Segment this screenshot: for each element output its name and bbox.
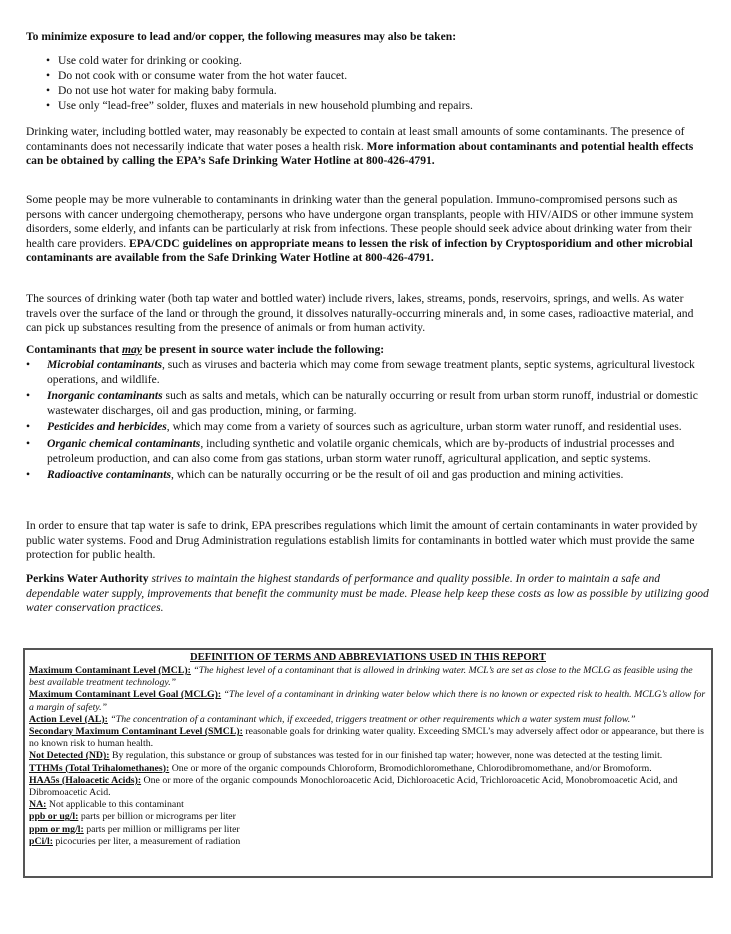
heading-text: Contaminants that <box>26 343 122 356</box>
lead-copper-tips-list <box>26 53 711 113</box>
contaminant-text: , such as viruses and bacteria which may come from sewage treatment plants, septic systems, agricultural livestock operations, and wildlife. <box>47 358 695 386</box>
definitions-box <box>23 648 713 878</box>
definitions-title: DEFINITION OF TERMS AND ABBREVIATIONS USED IN THIS REPORT <box>190 652 546 663</box>
list-item <box>26 468 711 483</box>
definition-item <box>29 824 707 836</box>
contaminant-term: Microbial contaminants <box>47 358 162 371</box>
definition-item <box>29 775 707 799</box>
contaminants-heading <box>26 343 711 358</box>
bullet-icon: • <box>46 84 51 97</box>
definition-term: Maximum Contaminant Level (MCL): <box>29 665 191 676</box>
contaminant-term: Inorganic contaminants <box>47 389 163 403</box>
bullet-icon: • <box>26 436 31 450</box>
definition-term: TTHMs (Total Trihalomethanes): <box>29 762 170 774</box>
list-item <box>26 437 711 466</box>
definition-term: HAA5s (Haloacetic Acids): <box>29 774 142 786</box>
definition-item <box>29 763 707 775</box>
list-item <box>26 420 711 435</box>
definition-text: reasonable goals for drinking water quality. Exceeding SMCL’s may adversely affect odor or appearance, but there is no known risk to human health. <box>29 726 704 750</box>
definition-term: ppm or mg/l: <box>29 823 84 835</box>
contaminant-text: such as salts and metals, which can be naturally occurring or result from urban storm runoff, industrial or domestic wastewater discharges, oil and gas production, mining, or farming. <box>47 389 698 417</box>
list-item <box>26 98 711 113</box>
heading-text: be present in source water include the following: <box>141 343 385 356</box>
definition-term: Not Detected (ND): <box>29 750 110 762</box>
definition-text: picocuries per liter, a measurement of radiation <box>52 835 241 847</box>
authority-statement: strives to maintain the highest standards of performance and quality possible. In order to maintain a safe and dependable water supply, improvements that benefit the community must be made. Please help keep these costs as low as possible by utilizing good water conservation practices. <box>26 572 709 615</box>
contaminant-text: , which can be naturally occurring or be the result of oil and gas production and mining activities. <box>171 468 624 482</box>
definition-text: parts per billion or micrograms per liter <box>78 811 236 823</box>
bullet-icon: • <box>46 69 51 82</box>
list-item <box>26 358 711 387</box>
definition-text: “The highest level of a contaminant that is allowed in drinking water. MCL’s are set as close to the MCLG as feasible using the best available treatment technology.” <box>29 665 693 689</box>
definition-text: parts per million or milligrams per liter <box>83 823 240 835</box>
paragraph-text: Drinking water, including bottled water, may reasonably be expected to contain at least small amounts of some contaminants. The presence of contaminants does not necessarily indicate that water poses a health risk. <box>26 125 685 153</box>
tip-text: Do not cook with or consume water from the hot water faucet. <box>58 69 348 82</box>
definition-term: Secondary Maximum Contaminant Level (SMCL): <box>29 726 243 738</box>
list-item <box>26 389 711 418</box>
definition-item <box>29 799 707 811</box>
contaminant-term: Pesticides and herbicides <box>47 420 167 434</box>
definition-term: NA: <box>29 799 47 811</box>
definition-text: “The concentration of a contaminant which, if exceeded, triggers treatment or other requirements which a water system must follow.” <box>107 713 636 725</box>
contaminants-list <box>26 358 711 485</box>
definition-item <box>29 726 707 750</box>
list-item <box>26 68 711 83</box>
bullet-icon: • <box>26 358 31 371</box>
heading-emphasis: may <box>121 343 142 356</box>
bullet-icon: • <box>26 468 31 482</box>
hotline-info: More information about contaminants and potential health effects can be obtained by calling the EPA’s Safe Drinking Water Hotline at 800-426-4791. <box>26 139 694 168</box>
regulations-paragraph: In order to ensure that tap water is safe to drink, EPA prescribes regulations which limit the amount of certain contaminants in water provided by public water systems. Food and Drug Administration regulations establish limits for contaminants in bottled water which must provide the same protection for public health. <box>26 519 698 562</box>
tip-text: Use only “lead-free” solder, fluxes and materials in new household plumbing and repairs. <box>58 99 473 112</box>
definition-item <box>29 665 707 689</box>
bottled-water-paragraph <box>26 125 711 169</box>
definition-text: Not applicable to this contaminant <box>46 799 184 811</box>
definition-term: Action Level (AL): <box>29 713 108 725</box>
definition-item <box>29 714 707 726</box>
definition-item <box>29 750 707 762</box>
bullet-icon: • <box>26 420 31 434</box>
definition-term: ppb or ug/l: <box>29 811 79 823</box>
contaminant-term: Organic chemical contaminants <box>47 436 201 450</box>
tip-text: Do not use hot water for making baby formula. <box>58 84 277 97</box>
definition-item <box>29 689 707 713</box>
water-sources-paragraph: The sources of drinking water (both tap water and bottled water) include rivers, lakes, streams, ponds, reservoirs, springs, and wells. As water travels over the surface of the land or through the ground, it dissolves naturally-occurring minerals and, in some cases, radioactive material, and can pick up substances resulting from the presence of animals or from human activity. <box>26 292 694 335</box>
list-item <box>26 53 711 68</box>
definition-text: One or more of the organic compounds Chloroform, Bromodichloromethane, Chlorodibromomethane, and/or Bromoform. <box>169 762 652 774</box>
bullet-icon: • <box>26 389 31 403</box>
contaminant-text: , including synthetic and volatile organic chemicals, which are by-products of industrial processes and petroleum production, and can also come from gas stations, urban storm water runoff, agricultural application, and septic systems. <box>47 436 675 465</box>
tip-text: Use cold water for drinking or cooking. <box>58 54 242 67</box>
definition-item <box>29 811 707 823</box>
water-authority-paragraph <box>26 572 711 616</box>
definition-term: pCi/l: <box>29 835 53 847</box>
definition-text: One or more of the organic compounds Monochloroacetic Acid, Dichloroacetic Acid, Trichloroacetic Acid, Monobromoacetic Acid, and Dibromoacetic Acid. <box>29 774 678 799</box>
epa-cdc-guidelines: EPA/CDC guidelines on appropriate means to lessen the risk of infection by Cryptosporidium and other microbial contaminants are available from the Safe Drinking Water Hotline at 800-426-4791. <box>26 236 693 265</box>
paragraph-text: Some people may be more vulnerable to contaminants in drinking water than the general population. Immuno-compromised persons such as persons with cancer undergoing chemotherapy, persons who have undergone organ transplants, people with HIV/AIDS or other immune system disorders, some elderly, and infants can be particularly at risk from infections. These people should seek advice about drinking water from their health care providers. <box>26 193 694 250</box>
vulnerable-people-paragraph <box>26 193 711 266</box>
contaminant-text: , which may come from a variety of sources such as agriculture, urban storm water runoff, and residential uses. <box>166 420 682 434</box>
definition-item <box>29 836 707 848</box>
bullet-icon: • <box>46 54 51 67</box>
authority-name: Perkins Water Authority <box>26 572 149 585</box>
contaminant-term: Radioactive contaminants <box>47 468 171 482</box>
definition-text: “The level of a contaminant in drinking water below which there is no known or expected risk to health. MCLG’s allow for a margin of safety.” <box>29 689 706 713</box>
definition-term: Maximum Contaminant Level Goal (MCLG): <box>29 689 222 701</box>
bullet-icon: • <box>46 99 51 112</box>
list-item <box>26 83 711 98</box>
lead-copper-heading: To minimize exposure to lead and/or copper, the following measures may also be taken: <box>26 30 457 43</box>
definition-text: By regulation, this substance or group of substances was tested for in our finished tap water; however, none was detected at the testing limit. <box>109 750 663 762</box>
